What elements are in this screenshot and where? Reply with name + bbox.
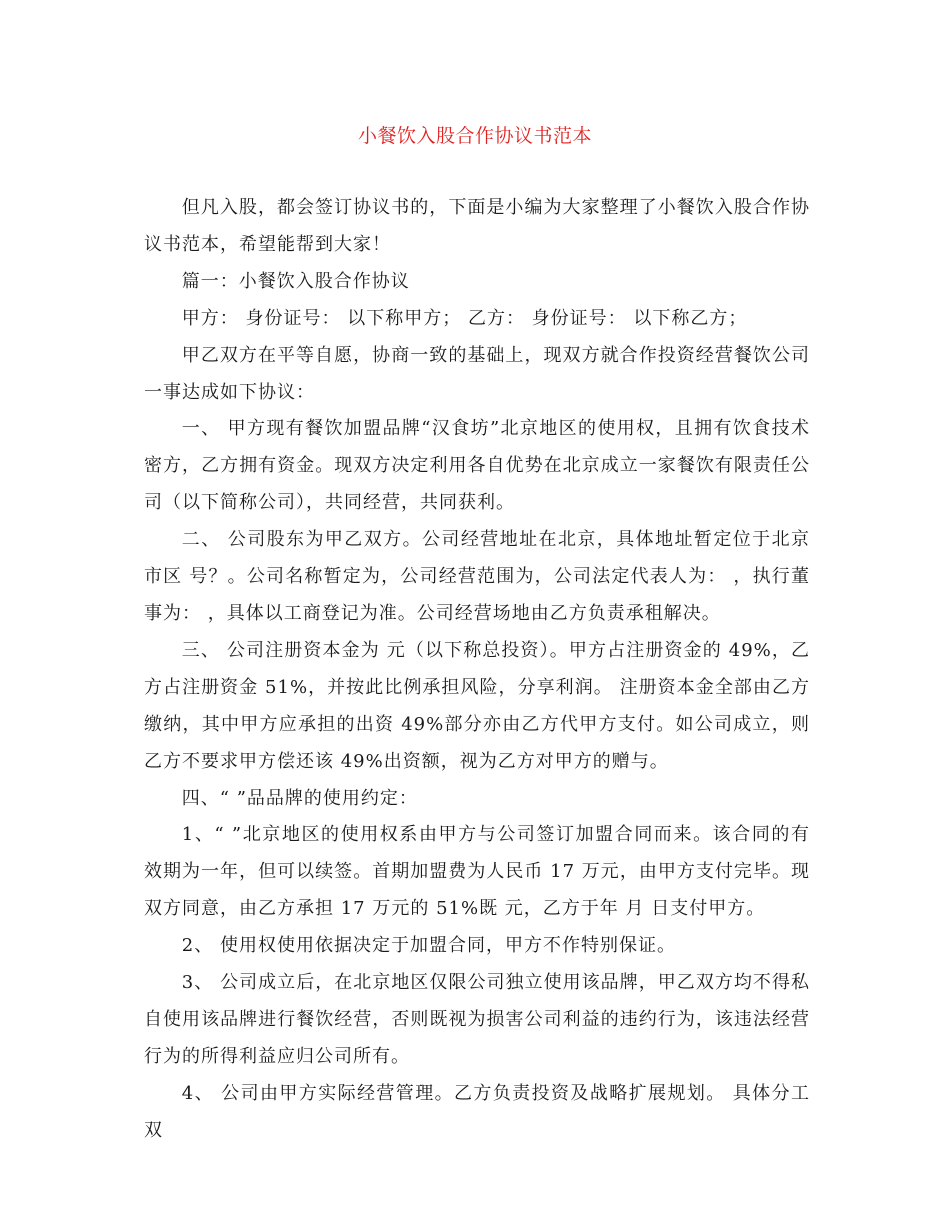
parties-line: 甲方： 身份证号： 以下称甲方； 乙方： 身份证号： 以下称乙方；	[181, 307, 748, 329]
sub-clause-1: 1、“ ”北京地区的使用权系由甲方与公司签订加盟合同而来。该合同的有效期为一年，但可以续签。首期加盟费为人民币 17 万元，由甲方支付完毕。现双方同意，由乙方承担 17 万元的 51%既 元，乙方于年 月 日支付甲方。	[144, 824, 810, 920]
preamble-paragraph: 甲乙双方在平等自愿，协商一致的基础上，现双方就合作投资经营餐饮公司一事达成如下协议：	[144, 344, 810, 403]
document-body	[144, 190, 810, 1150]
intro-paragraph: 但凡入股，都会签订协议书的，下面是小编为大家整理了小餐饮入股合作协议书范本，希望能帮到大家！	[144, 197, 810, 255]
sub-clause-2: 2、 使用权使用依据决定于加盟合同，甲方不作特别保证。	[181, 935, 676, 957]
clause-1: 一、 甲方现有餐饮加盟品牌“汉食坊”北京地区的使用权，且拥有饮食技术密方，乙方拥有资金。现双方决定利用各自优势在北京成立一家餐饮有限责任公司（以下简称公司），共同经营，共同获利。	[144, 418, 810, 514]
sub-clause-3: 3、 公司成立后，在北京地区仅限公司独立使用该品牌，甲乙双方均不得私自使用该品牌进行餐饮经营，否则既视为损害公司利益的违约行为，该违法经营行为的所得利益应归公司所有。	[144, 972, 810, 1067]
section-heading: 篇一：小餐饮入股合作协议	[181, 270, 410, 292]
clause-3: 三、 公司注册资本金为 元（以下称总投资）。甲方占注册资金的 49%，乙方占注册资金 51%，并按此比例承担风险，分享利润。 注册资本金全部由乙方缴纳，其中甲方应承担的出资 49%部分亦由乙方代甲方支付。如公司成立，则乙方不要求甲方偿还该 49%出资额，视为乙方对甲方的赠与。	[144, 639, 810, 772]
document-title: 小餐饮入股合作协议书范本	[357, 125, 592, 147]
sub-clause-4: 4、 公司由甲方实际经营管理。乙方负责投资及战略扩展规划。 具体分工双	[144, 1082, 810, 1141]
clause-2: 二、 公司股东为甲乙双方。公司经营地址在北京，具体地址暂定位于北京市区 号？。公司名称暂定为，公司经营范围为，公司法定代表人为： ，执行董事为： ，具体以工商登记为准。公司经营场地由乙方负责承租解决。	[144, 529, 810, 624]
clause-4-heading: 四、“ ”品品牌的使用约定：	[181, 787, 418, 809]
